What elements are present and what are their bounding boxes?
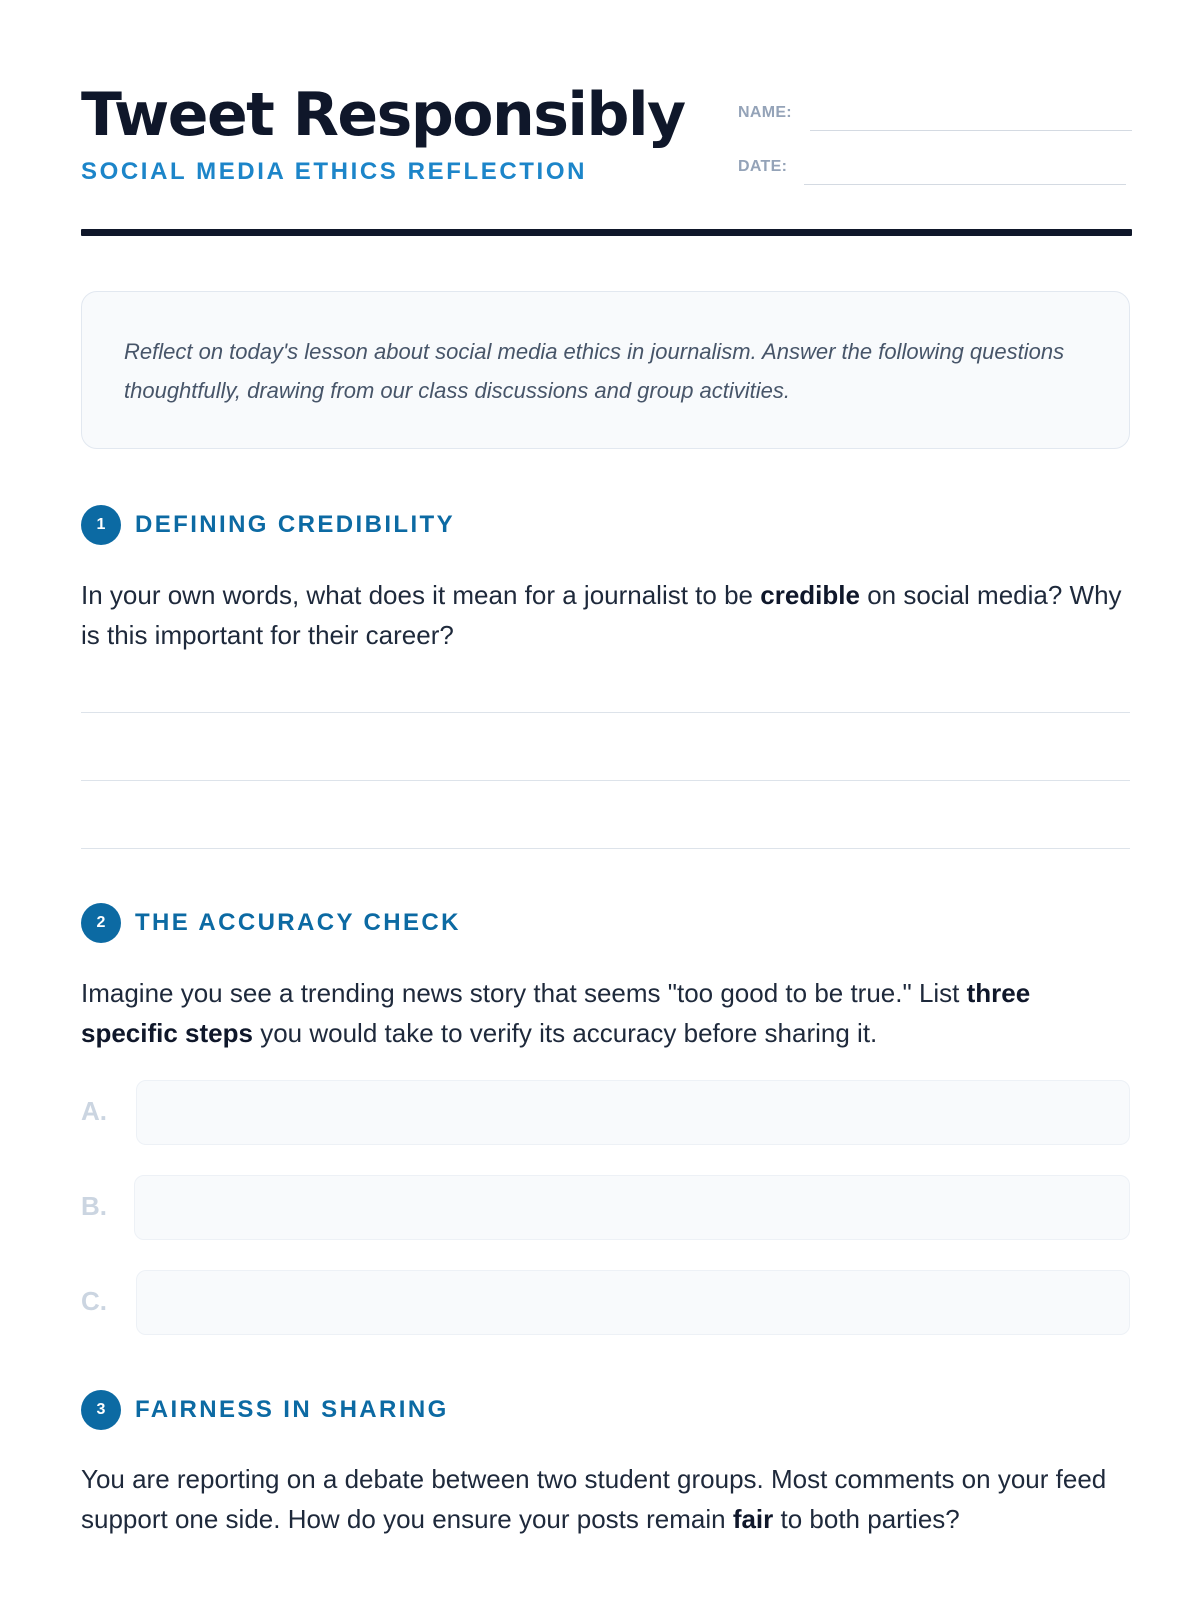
section-title: DEFINING CREDIBILITY xyxy=(135,511,456,538)
step-row-b xyxy=(81,1175,1132,1242)
step-row-c xyxy=(81,1270,1132,1337)
step-answer-box[interactable] xyxy=(136,1270,1130,1335)
header-divider xyxy=(81,229,1132,236)
name-line[interactable] xyxy=(810,130,1132,131)
section-title: FAIRNESS IN SHARING xyxy=(135,1396,449,1423)
question-emphasis: credible xyxy=(760,580,860,610)
intro-box xyxy=(81,291,1130,449)
name-field[interactable] xyxy=(738,99,1132,129)
question-text: to both parties? xyxy=(773,1504,960,1534)
date-label: DATE: xyxy=(738,158,788,175)
section-3-question xyxy=(81,1459,1132,1539)
section-number-badge: 1 xyxy=(81,505,121,545)
question-text: you would take to verify its accuracy before sharing it. xyxy=(252,1018,878,1048)
section-3-header xyxy=(81,1390,449,1430)
question-emphasis: fair xyxy=(732,1504,774,1534)
worksheet-header xyxy=(81,0,1132,236)
date-line[interactable] xyxy=(804,184,1126,185)
answer-line[interactable] xyxy=(81,712,1130,713)
section-number-badge: 3 xyxy=(81,1390,121,1430)
step-answer-box[interactable] xyxy=(136,1080,1130,1145)
date-field[interactable] xyxy=(738,153,1132,183)
section-1-header xyxy=(81,505,455,545)
answer-line[interactable] xyxy=(81,780,1130,781)
worksheet-title: Tweet Responsibly xyxy=(81,80,685,150)
worksheet-subtitle: SOCIAL MEDIA ETHICS REFLECTION xyxy=(81,158,588,185)
question-text: You are reporting on a debate between two student groups. Most comments on your feed support one side. How do you ensure your posts remain xyxy=(81,1464,1107,1534)
question-text: Imagine you see a trending news story that seems "too good to be true." List xyxy=(81,978,967,1008)
step-letter: B. xyxy=(81,1191,107,1221)
intro-text: Reflect on today's lesson about social media ethics in journalism. Answer the following questions thoughtfully, drawing from our class discussions and group activities. xyxy=(124,339,1065,403)
step-answer-box[interactable] xyxy=(134,1175,1130,1240)
section-title: THE ACCURACY CHECK xyxy=(135,909,461,936)
worksheet-page xyxy=(81,0,1132,1534)
step-row-a xyxy=(81,1080,1132,1147)
section-1-question xyxy=(81,575,1132,655)
step-letter: A. xyxy=(81,1096,107,1126)
question-text: on social media? Why is this important for their career? xyxy=(81,580,1122,650)
section-2-question xyxy=(81,973,1132,1053)
section-2-header xyxy=(81,903,461,943)
section-number-badge: 2 xyxy=(81,903,121,943)
question-text: In your own words, what does it mean for a journalist to be xyxy=(81,580,761,610)
step-letter: C. xyxy=(81,1286,107,1316)
question-emphasis: three specific steps xyxy=(81,978,1031,1048)
answer-line[interactable] xyxy=(81,848,1130,849)
name-label: NAME: xyxy=(738,104,792,121)
